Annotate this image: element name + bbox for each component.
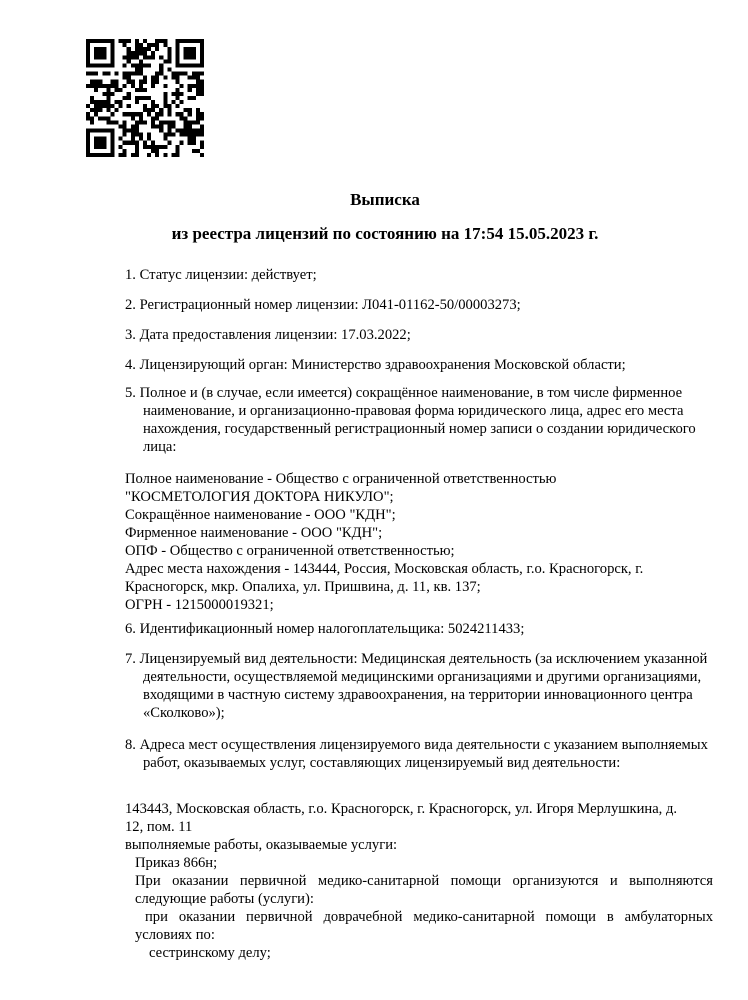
- org-name-heading: 5. Полное и (в случае, если имеется) сокращённое наименование, в том числе фирменное наименование, и организационно-правовая форма юридического лица, адрес его места нахождения, государственный регистрационный номер записи о создании юридического лица:: [125, 385, 696, 455]
- licensing-authority: 4. Лицензирующий орган: Министерство здравоохранения Московской области;: [125, 357, 626, 373]
- license-date: 3. Дата предоставления лицензии: 17.03.2022;: [125, 327, 411, 343]
- activity-type: 7. Лицензируемый вид деятельности: Медицинская деятельность (за исключением указанной деятельности, осуществляемой медицинскими организациями и другими организациями, входящими в частную систему здравоохранения, на территории инновационного центра «Сколково»);: [125, 651, 708, 721]
- org-brand-name: Фирменное наименование - ООО "КДН";: [125, 525, 383, 541]
- org-ogrn: ОГРН - 1215000019321;: [125, 597, 274, 613]
- prehospital-care: при оказании первичной доврачебной медико-санитарной помощи в амбулаторных условиях по:: [135, 909, 713, 943]
- place-details: [125, 800, 713, 962]
- license-status: 1. Статус лицензии: действует;: [125, 267, 317, 283]
- primary-care-works: При оказании первичной медико-санитарной помощи организуются и выполняются следующие работы (услуги):: [135, 873, 713, 907]
- org-address-cont: Красногорск, мкр. Опалиха, ул. Пришвина, д. 11, кв. 137;: [125, 579, 481, 595]
- place-address-cont: 12, пом. 11: [125, 819, 193, 835]
- works-label: выполняемые работы, оказываемые услуги:: [125, 837, 398, 853]
- org-full-name-cont: "КОСМЕТОЛОГИЯ ДОКТОРА НИКУЛО";: [125, 489, 394, 505]
- org-full-name: Полное наименование - Общество с ограниченной ответственностью: [125, 471, 557, 487]
- document-subtitle: из реестра лицензий по состоянию на 17:54 15.05.2023 г.: [171, 224, 599, 243]
- document-title: Выписка: [350, 190, 420, 209]
- order-number: Приказ 866н;: [135, 855, 218, 871]
- activity-places-heading: 8. Адреса мест осуществления лицензируемого вида деятельности с указанием выполняемых работ, оказываемых услуг, составляющих лицензируемый вид деятельности:: [125, 737, 708, 771]
- org-opf: ОПФ - Общество с ограниченной ответственностью;: [125, 543, 455, 559]
- nursing-service: сестринскому делу;: [149, 945, 271, 961]
- org-address: Адрес места нахождения - 143444, Россия, Московская область, г.о. Красногорск, г.: [125, 561, 644, 577]
- inn: 6. Идентификационный номер налогоплательщика: 5024211433;: [125, 621, 525, 637]
- org-details: [125, 470, 713, 614]
- org-short-name: Сокращённое наименование - ООО "КДН";: [125, 507, 396, 523]
- qr-code-icon: [86, 39, 204, 157]
- place-address: 143443, Московская область, г.о. Красногорск, г. Красногорск, ул. Игоря Мерлушкина, д.: [125, 801, 678, 817]
- license-number: 2. Регистрационный номер лицензии: Л041-01162-50/00003273;: [125, 297, 521, 313]
